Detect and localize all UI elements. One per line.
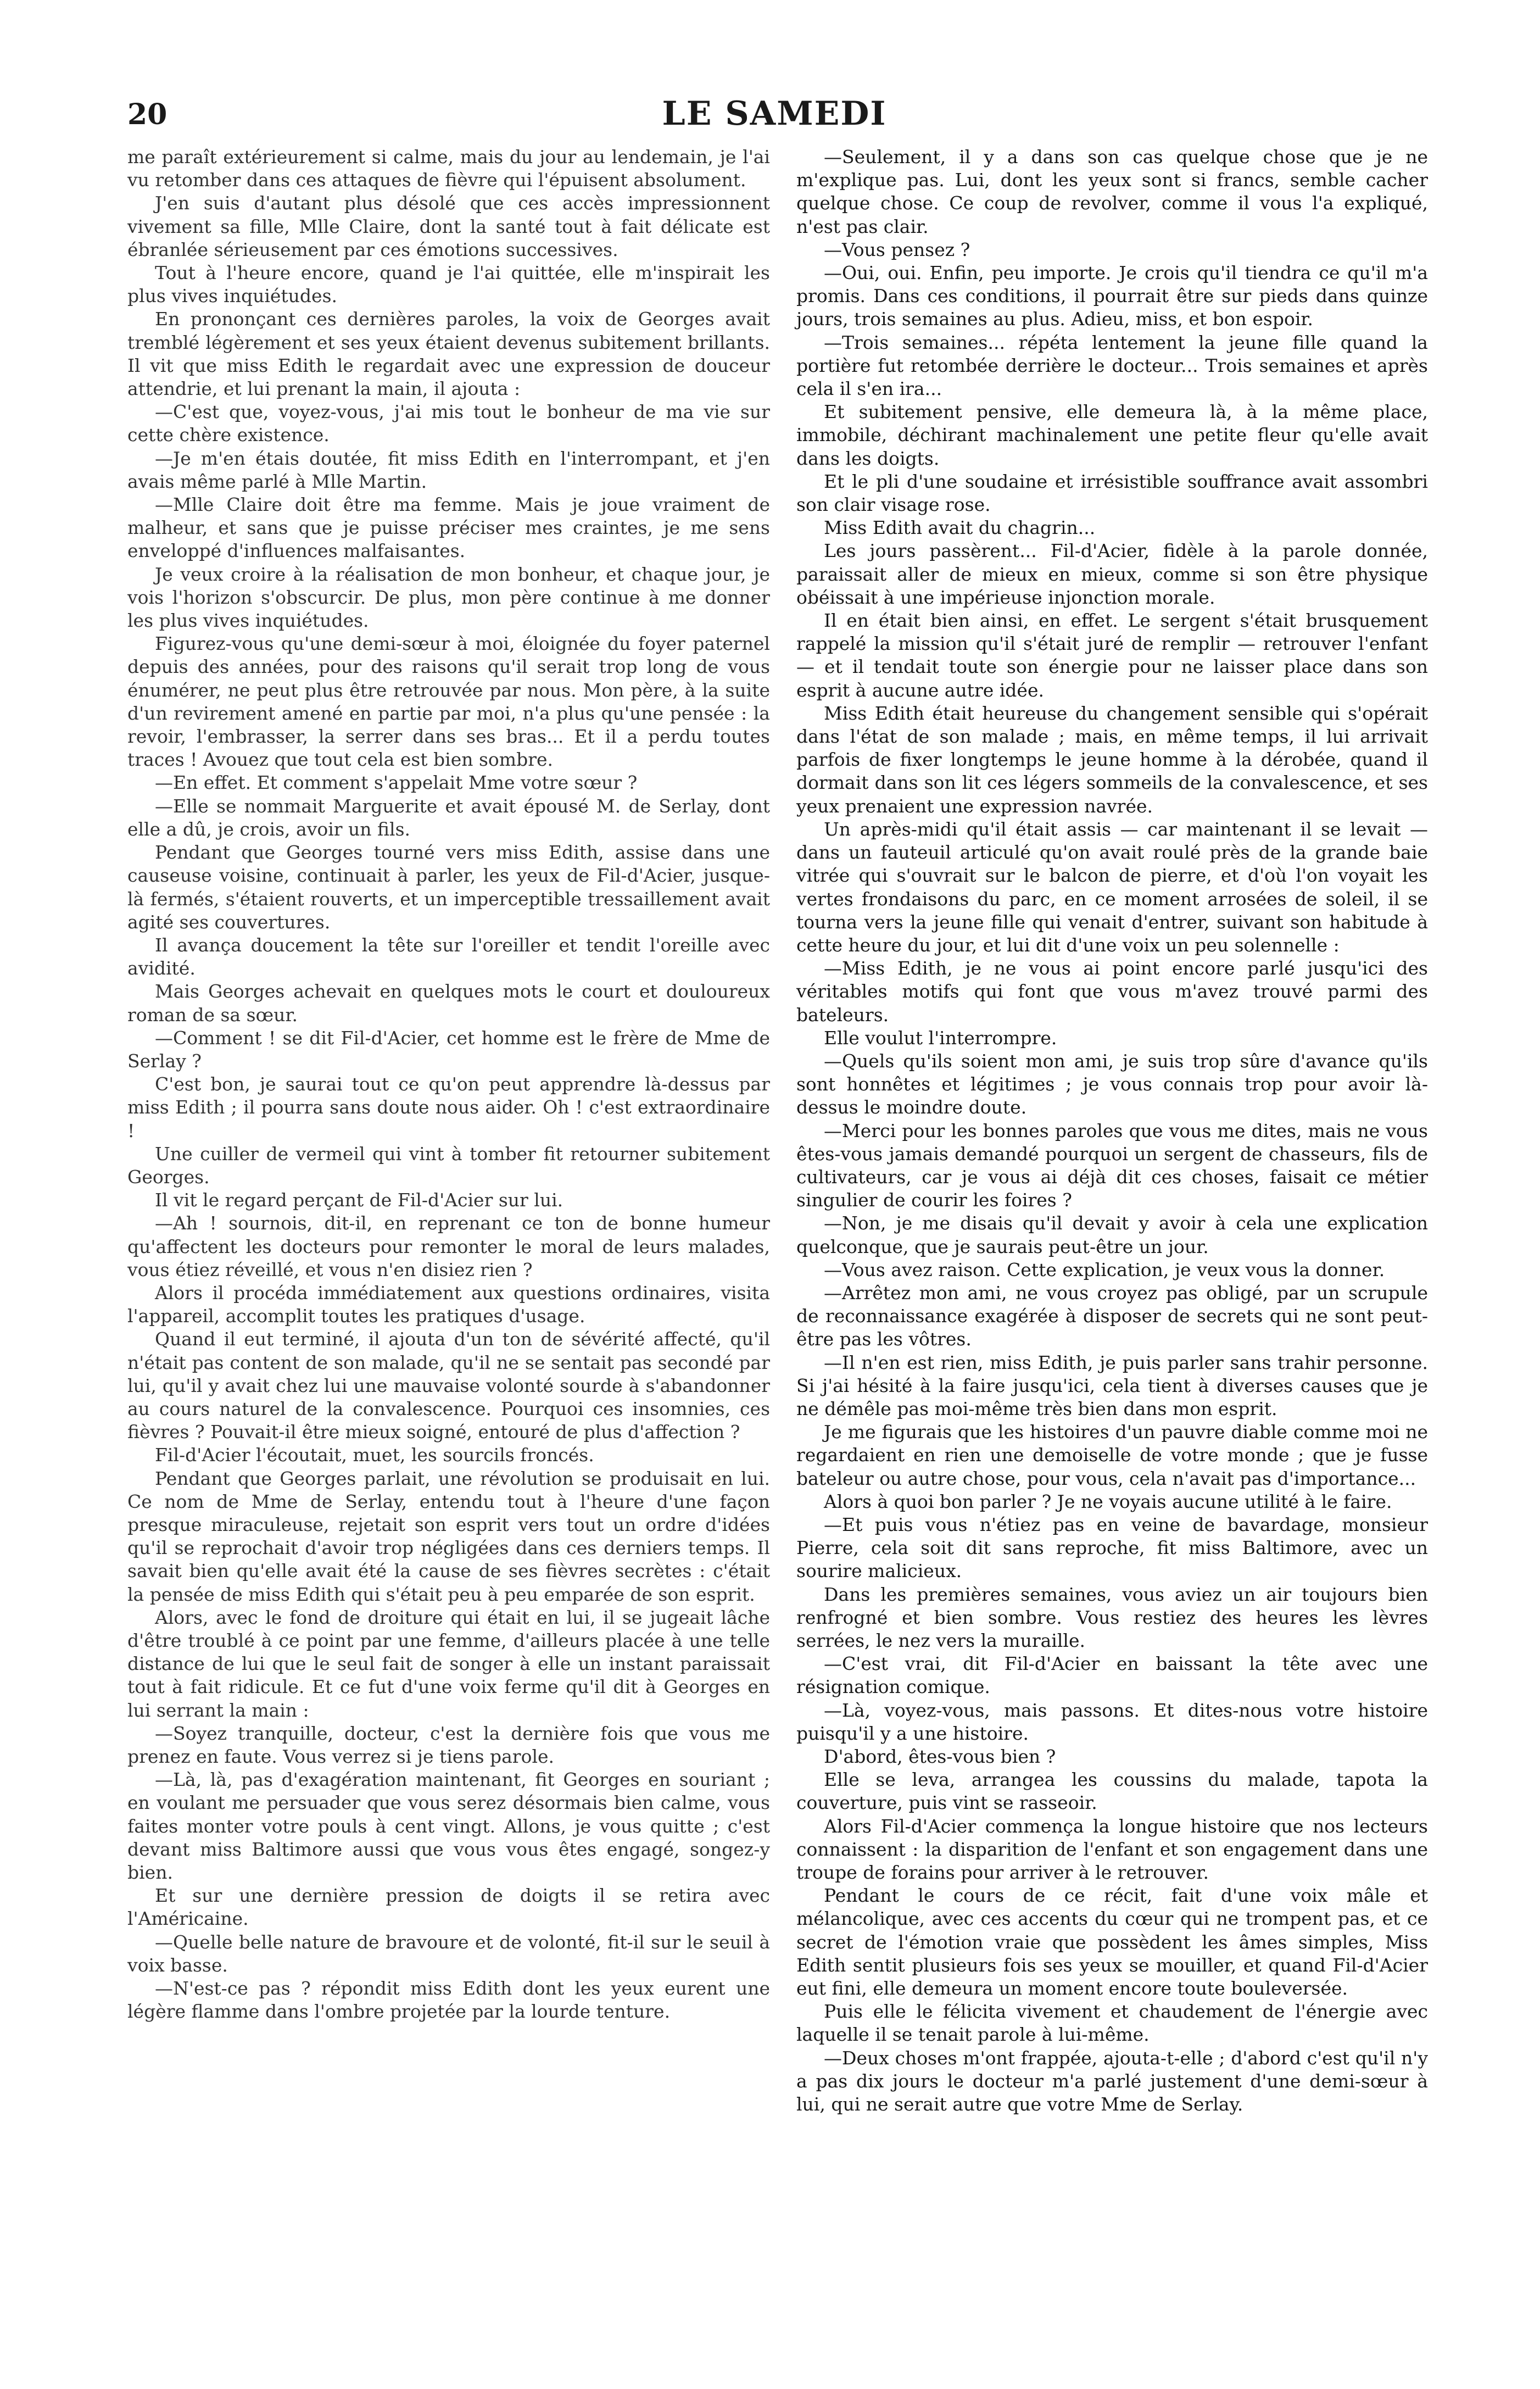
paragraph: Miss Edith avait du chagrin... <box>824 517 1096 539</box>
paragraph: Et sur une dernière pression de doigts il se retira avec l'Américaine. <box>127 1885 770 1930</box>
paragraph: Je me figurais que les histoires d'un pauvre diable comme moi ne regardaient en rien une demoiselle de votre monde ; que je fusse bateleur ou autre chose, pour vous, cela n'avait pas d'importance... <box>796 1421 1428 1489</box>
paragraph: Tout à l'heure encore, quand je l'ai quittée, elle m'inspirait les plus vives inquiétudes. <box>127 262 770 307</box>
paragraph: Elle se leva, arrangea les coussins du malade, tapota la couverture, puis vint se rasseoir. <box>796 1769 1428 1814</box>
paragraph: —Seulement, il y a dans son cas quelque chose que je ne m'explique pas. Lui, dont les yeux sont si francs, semble cacher quelque chose. Ce coup de revolver, comme il vous l'a expliqué, n'est pas clair. <box>796 146 1428 237</box>
paragraph: —C'est que, voyez-vous, j'ai mis tout le bonheur de ma vie sur cette chère existence. <box>127 401 770 446</box>
paragraph: Pendant que Georges tourné vers miss Edith, assise dans une causeuse voisine, continuait à parler, les yeux de Fil-d'Acier, jusque-là fermés, s'étaient rouverts, et un imperceptible tressaillement avait agité ses couvertures. <box>127 842 770 933</box>
paragraph: —Quelle belle nature de bravoure et de volonté, fit-il sur le seuil à voix basse. <box>127 1931 770 1976</box>
paragraph: Alors, avec le fond de droiture qui était en lui, il se jugeait lâche d'être troublé à ce point par une femme, d'ailleurs placée à une telle distance de lui que le seul fait de songer à elle un instant paraissait tout à fait ridicule. Et ce fut d'une voix ferme qu'il dit à Georges en lui serrant la main : <box>127 1606 770 1721</box>
paragraph: —Vous pensez ? <box>824 238 970 260</box>
paragraph: —Non, je me disais qu'il devait y avoir à cela une explication quelconque, que je saurais peut-être un jour. <box>796 1212 1428 1257</box>
paragraph: Il vit le regard perçant de Fil-d'Acier sur lui. <box>155 1189 563 1211</box>
paragraph: —Il n'en est rien, miss Edith, je puis parler sans trahir personne. Si j'ai hésité à la faire jusqu'ici, cela tient à diverses causes que je ne démêle pas moi-même très bien dans mon esprit. <box>796 1351 1428 1419</box>
paragraph: —Et puis vous n'étiez pas en veine de bavardage, monsieur Pierre, cela soit dit sans reproche, fit miss Baltimore, avec un sourire malicieux. <box>796 1513 1428 1582</box>
right-text-column <box>796 146 1428 2116</box>
paragraph: Je veux croire à la réalisation de mon bonheur, et chaque jour, je vois l'horizon s'obscurcir. De plus, mon père continue à me donner les plus vives inquiétudes. <box>127 563 770 632</box>
paragraph: —Deux choses m'ont frappée, ajouta-t-elle ; d'abord c'est qu'il n'y a pas dix jours le docteur m'a parlé justement d'une demi-sœur à lui, qui ne serait autre que votre Mme de Serlay. <box>796 2047 1428 2115</box>
left-text-column <box>127 146 770 2023</box>
paragraph: Les jours passèrent... Fil-d'Acier, fidèle à la parole donnée, paraissait aller de mieux en mieux, comme si son être physique obéissait à une impérieuse injonction morale. <box>796 540 1428 608</box>
paragraph: —Mlle Claire doit être ma femme. Mais je joue vraiment de malheur, et sans que je puisse préciser mes craintes, je me sens enveloppé d'influences malfaisantes. <box>127 494 770 562</box>
paragraph: Mais Georges achevait en quelques mots le court et douloureux roman de sa sœur. <box>127 981 770 1026</box>
paragraph: —Là, voyez-vous, mais passons. Et dites-nous votre histoire puisqu'il y a une histoire. <box>796 1699 1428 1744</box>
paragraph: Alors Fil-d'Acier commença la longue histoire que nos lecteurs connaissent : la disparition de l'enfant et son engagement dans une troupe de forains pour arriver à le retrouver. <box>796 1815 1428 1884</box>
paragraph: Figurez-vous qu'une demi-sœur à moi, éloignée du foyer paternel depuis des années, pour des raisons qu'il serait trop long de vous énumérer, ne peut plus être retrouvée par nous. Mon père, à la suite d'un revirement amené en partie par moi, n'a plus qu'une pensée : la revoir, l'embrasser, la serrer dans ses bras... Et il a perdu toutes traces ! Avouez que tout cela est bien sombre. <box>127 633 770 771</box>
paragraph: Dans les premières semaines, vous aviez un air toujours bien renfrogné et bien sombre. Vous restiez des heures les lèvres serrées, le nez vers la muraille. <box>796 1583 1428 1651</box>
journal-title: LE SAMEDI <box>662 94 887 133</box>
paragraph: En prononçant ces dernières paroles, la voix de Georges avait tremblé légèrement et ses yeux étaient devenus subitement brillants. Il vit que miss Edith le regardait avec une expression de douceur attendrie, et lui prenant la main, il ajouta : <box>127 308 770 400</box>
paragraph: Et le pli d'une soudaine et irrésistible souffrance avait assombri son clair visage rose. <box>796 470 1428 516</box>
paragraph: —Miss Edith, je ne vous ai point encore parlé jusqu'ici des véritables motifs qui font que vous m'avez trouvé parmi des bateleurs. <box>796 957 1428 1026</box>
paragraph: D'abord, êtes-vous bien ? <box>824 1746 1056 1768</box>
paragraph: Il avança doucement la tête sur l'oreiller et tendit l'oreille avec avidité. <box>127 934 770 979</box>
paragraph: —Comment ! se dit Fil-d'Acier, cet homme est le frère de Mme de Serlay ? <box>127 1027 770 1072</box>
paragraph: —Là, là, pas d'exagération maintenant, fit Georges en souriant ; en voulant me persuader que vous serez désormais bien calme, vous faites monter votre pouls à cent vingt. Allons, je vous quitte ; c'est devant miss Baltimore aussi que vous vous êtes engagé, songez-y bien. <box>127 1769 770 1884</box>
paragraph: —Merci pour les bonnes paroles que vous me dites, mais ne vous êtes-vous jamais demandé pourquoi un sergent de chasseurs, fils de cultivateurs, car je vous ai déjà dit ces choses, faisait ce métier singulier de courir les foires ? <box>796 1120 1428 1211</box>
paragraph: me paraît extérieurement si calme, mais du jour au lendemain, je l'ai vu retomber dans ces attaques de fièvre qui l'épuisent absolument. <box>127 146 770 191</box>
paragraph: Fil-d'Acier l'écoutait, muet, les sourcils froncés. <box>155 1444 594 1466</box>
paragraph: Miss Edith était heureuse du changement sensible qui s'opérait dans l'état de son malade ; mais, en même temps, il lui arrivait parfois de fixer longtemps le jeune homme à la dérobée, quand il dormait dans son lit ces légers sommeils de la convalescence, et ses yeux prenaient une expression navrée. <box>796 702 1428 817</box>
page-number: 20 <box>127 98 168 131</box>
paragraph: —Arrêtez mon ami, ne vous croyez pas obligé, par un scrupule de reconnaissance exagérée à disposer de secrets qui ne sont peut-être pas les vôtres. <box>796 1282 1428 1350</box>
paragraph: —Trois semaines... répéta lentement la jeune fille quand la portière fut retombée derrière le docteur... Trois semaines et après cela il s'en ira... <box>796 331 1428 400</box>
paragraph: Quand il eut terminé, il ajouta d'un ton de sévérité affecté, qu'il n'était pas content de son malade, qu'il ne se sentait pas secondé par lui, qu'il y avait chez lui une mauvaise volonté sourde à s'abandonner au cours naturel de la convalescence. Pourquoi ces insomnies, ces fièvres ? Pouvait-il être mieux soigné, entouré de plus d'affection ? <box>127 1328 770 1443</box>
paragraph: —Ah ! sournois, dit-il, en reprenant ce ton de bonne humeur qu'affectent les docteurs pour remonter le moral de leurs malades, vous étiez réveillé, et vous n'en disiez rien ? <box>127 1212 770 1280</box>
paragraph: —Elle se nommait Marguerite et avait épousé M. de Serlay, dont elle a dû, je crois, avoir un fils. <box>127 795 770 840</box>
paragraph: Et subitement pensive, elle demeura là, à la même place, immobile, déchirant machinalement une petite fleur qu'elle avait dans les doigts. <box>796 401 1428 469</box>
paragraph: Pendant que Georges parlait, une révolution se produisait en lui. Ce nom de Mme de Serlay, entendu tout à l'heure d'une façon presque miraculeuse, rejetait son esprit vers tout un ordre d'idées qu'il se reprochait d'avoir trop négligées dans ces derniers temps. Il savait bien qu'elle avait été la cause de ses fièvres secrètes : c'était la pensée de miss Edith qui s'était peu à peu emparée de son esprit. <box>127 1467 770 1605</box>
paragraph: Une cuiller de vermeil qui vint à tomber fit retourner subitement Georges. <box>127 1143 770 1188</box>
paragraph: Puis elle le félicita vivement et chaudement de l'énergie avec laquelle il se tenait parole à lui-même. <box>796 2001 1428 2046</box>
paragraph: Il en était bien ainsi, en effet. Le sergent s'était brusquement rappelé la mission qu'il s'était juré de remplir — retrouver l'enfant — et il tendait toute son énergie pour ne laisser place dans son esprit à aucune autre idée. <box>796 610 1428 701</box>
paragraph: J'en suis d'autant plus désolé que ces accès impressionnent vivement sa fille, Mlle Claire, dont la santé tout à fait délicate est ébranlée sérieusement par ces émotions successives. <box>127 192 770 260</box>
paragraph: Un après-midi qu'il était assis — car maintenant il se levait — dans un fauteuil articulé qu'on avait roulé près de la grande baie vitrée qui s'ouvrait sur le balcon de pierre, et d'où l'on voyait les vertes frondaisons du parc, en ce moment arrosées de soleil, il se tourna vers la jeune fille qui venait d'entrer, suivant son habitude à cette heure du jour, et lui dit d'une voix un peu solennelle : <box>796 818 1428 956</box>
paragraph: Alors à quoi bon parler ? Je ne voyais aucune utilité à le faire. <box>824 1490 1392 1512</box>
paragraph: —Vous avez raison. Cette explication, je veux vous la donner. <box>824 1258 1385 1280</box>
paragraph: —Quels qu'ils soient mon ami, je suis trop sûre d'avance qu'ils sont honnêtes et légitimes ; je vous connais trop pour avoir là-dessus le moindre doute. <box>796 1050 1428 1118</box>
paragraph: Elle voulut l'interrompre. <box>824 1027 1057 1049</box>
paragraph: C'est bon, je saurai tout ce qu'on peut apprendre là-dessus par miss Edith ; il pourra sans doute nous aider. Oh ! c'est extraordinaire ! <box>127 1073 770 1141</box>
paragraph: —En effet. Et comment s'appelait Mme votre sœur ? <box>155 772 638 794</box>
paragraph: —Je m'en étais doutée, fit miss Edith en l'interrompant, et j'en avais même parlé à Mlle Martin. <box>127 447 770 492</box>
paragraph: Alors il procéda immédiatement aux questions ordinaires, visita l'appareil, accomplit toutes les pratiques d'usage. <box>127 1282 770 1327</box>
paragraph: —N'est-ce pas ? répondit miss Edith dont les yeux eurent une légère flamme dans l'ombre projetée par la lourde tenture. <box>127 1978 770 2023</box>
paragraph: —Oui, oui. Enfin, peu importe. Je crois qu'il tiendra ce qu'il m'a promis. Dans ces conditions, il pourrait être sur pieds dans quinze jours, trois semaines au plus. Adieu, miss, et bon espoir. <box>796 262 1428 330</box>
paragraph: —C'est vrai, dit Fil-d'Acier en baissant la tête avec une résignation comique. <box>796 1653 1428 1698</box>
paragraph: —Soyez tranquille, docteur, c'est la dernière fois que vous me prenez en faute. Vous verrez si je tiens parole. <box>127 1722 770 1768</box>
paragraph: Pendant le cours de ce récit, fait d'une voix mâle et mélancolique, avec ces accents du cœur qui ne trompent pas, et ce secret de l'émotion vraie que possèdent les âmes simples, Miss Edith sentit plusieurs fois ses yeux se mouiller, et quand Fil-d'Acier eut fini, elle demeura un moment encore toute bouleversée. <box>796 1885 1428 2000</box>
